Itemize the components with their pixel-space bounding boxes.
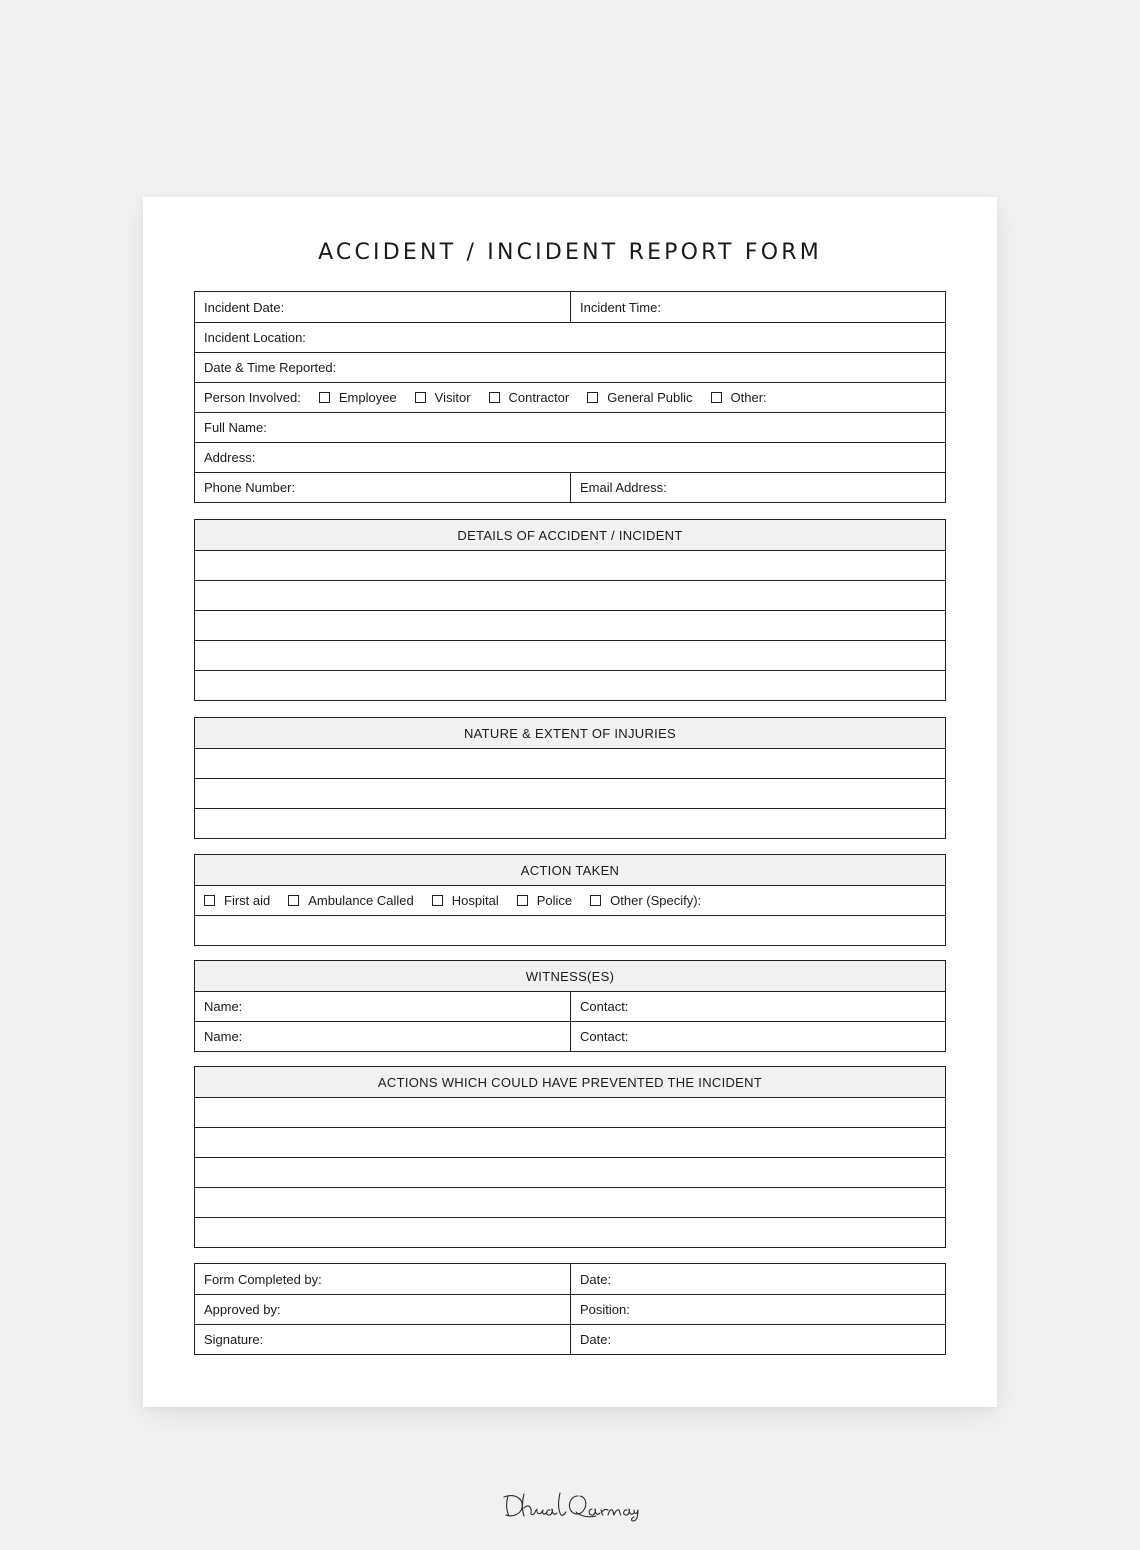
watermark-signature [0,1488,1140,1527]
table-row [195,1264,945,1294]
date-field[interactable] [570,1325,945,1354]
details-section [194,519,946,701]
section-header: WITNESS(ES) [195,961,945,991]
blank-line[interactable] [195,778,945,808]
signature-logo [500,1488,640,1522]
person-involved-row [195,383,945,412]
incident-location-field[interactable] [195,323,945,352]
blank-line[interactable] [195,915,945,945]
checkbox-icon[interactable] [415,392,426,403]
witness-contact-field[interactable] [570,992,945,1021]
table-row [195,382,945,412]
incident-location-label: Incident Location: [204,330,306,345]
checkbox-icon[interactable] [432,895,443,906]
blank-line[interactable] [195,550,945,580]
incident-date-field[interactable] [195,292,570,322]
checkbox-label: Contractor [508,390,570,405]
table-row [195,472,945,502]
checkbox-icon[interactable] [319,392,330,403]
checkbox-icon[interactable] [517,895,528,906]
witness-contact-field[interactable] [570,1022,945,1051]
blank-line[interactable] [195,670,945,700]
blank-line[interactable] [195,580,945,610]
witnesses-section [194,960,946,1052]
date-label: Date: [580,1332,612,1347]
checkbox-contractor[interactable] [489,390,570,405]
table-row [195,442,945,472]
signature-field[interactable] [195,1325,570,1354]
checkbox-icon[interactable] [587,392,598,403]
witness-name-field[interactable] [195,1022,570,1051]
checkbox-hospital[interactable] [432,893,499,908]
address-field[interactable] [195,443,945,472]
injuries-section [194,717,946,839]
action-options [195,886,945,915]
prevention-section [194,1066,946,1248]
checkbox-employee[interactable] [319,390,397,405]
position-field[interactable] [570,1295,945,1324]
checkbox-label: First aid [224,893,271,908]
full-name-field[interactable] [195,413,945,442]
checkbox-icon[interactable] [590,895,601,906]
email-address-label: Email Address: [580,480,667,495]
checkbox-label: Other: [730,390,767,405]
checkbox-general-public[interactable] [587,390,692,405]
checkbox-icon[interactable] [288,895,299,906]
signoff-table [194,1263,946,1355]
action-options-row [195,885,945,915]
form-completed-by-field[interactable] [195,1264,570,1294]
table-row [195,1021,945,1051]
table-row [195,352,945,382]
email-address-field[interactable] [570,473,945,502]
blank-line[interactable] [195,748,945,778]
phone-number-field[interactable] [195,473,570,502]
section-header: NATURE & EXTENT OF INJURIES [195,718,945,748]
blank-line[interactable] [195,640,945,670]
action-taken-section [194,854,946,946]
table-row [195,1324,945,1354]
section-header: DETAILS OF ACCIDENT / INCIDENT [195,520,945,550]
date-time-reported-field[interactable] [195,353,945,382]
table-row [195,412,945,442]
blank-line[interactable] [195,610,945,640]
blank-line[interactable] [195,1157,945,1187]
witness-name-label: Name: [204,1029,243,1044]
checkbox-label: Ambulance Called [308,893,414,908]
checkbox-label: Employee [338,390,397,405]
blank-line[interactable] [195,1217,945,1247]
checkbox-visitor[interactable] [415,390,471,405]
checkbox-icon[interactable] [489,392,500,403]
blank-line[interactable] [195,1187,945,1217]
address-label: Address: [204,450,256,465]
checkbox-other[interactable] [711,390,767,405]
checkbox-label: Hospital [451,893,499,908]
checkbox-first-aid[interactable] [204,893,270,908]
table-row [195,991,945,1021]
table-row [195,1294,945,1324]
signature-label: Signature: [204,1332,264,1347]
date-field[interactable] [570,1264,945,1294]
checkbox-other-specify[interactable] [590,893,701,908]
blank-line[interactable] [195,808,945,838]
incident-date-label: Incident Date: [204,299,285,315]
person-involved-label: Person Involved: [204,390,301,405]
incident-time-label: Incident Time: [580,299,661,315]
table-row [195,322,945,352]
incident-time-field[interactable] [570,292,945,322]
checkbox-label: Police [536,893,573,908]
incident-info-table [194,291,946,503]
checkbox-icon[interactable] [204,895,215,906]
witness-name-label: Name: [204,999,243,1014]
date-label: Date: [580,1271,612,1287]
blank-line[interactable] [195,1127,945,1157]
date-time-reported-label: Date & Time Reported: [204,360,337,375]
section-header: ACTION TAKEN [195,855,945,885]
checkbox-police[interactable] [517,893,572,908]
section-header: ACTIONS WHICH COULD HAVE PREVENTED THE INCIDENT [195,1067,945,1097]
witness-contact-label: Contact: [580,999,629,1014]
form-page [143,197,997,1407]
checkbox-label: Other (Specify): [610,893,702,908]
approved-by-field[interactable] [195,1295,570,1324]
full-name-label: Full Name: [204,420,267,435]
form-title: ACCIDENT / INCIDENT REPORT FORM [318,240,822,265]
table-row [195,292,945,322]
witness-contact-label: Contact: [580,1029,629,1044]
phone-number-label: Phone Number: [204,480,296,495]
checkbox-icon[interactable] [711,392,722,403]
form-completed-by-label: Form Completed by: [204,1271,322,1287]
checkbox-label: General Public [607,390,693,405]
position-label: Position: [580,1302,630,1317]
checkbox-ambulance-called[interactable] [288,893,414,908]
approved-by-label: Approved by: [204,1302,281,1317]
checkbox-label: Visitor [434,390,471,405]
witness-name-field[interactable] [195,992,570,1021]
blank-line[interactable] [195,1097,945,1127]
